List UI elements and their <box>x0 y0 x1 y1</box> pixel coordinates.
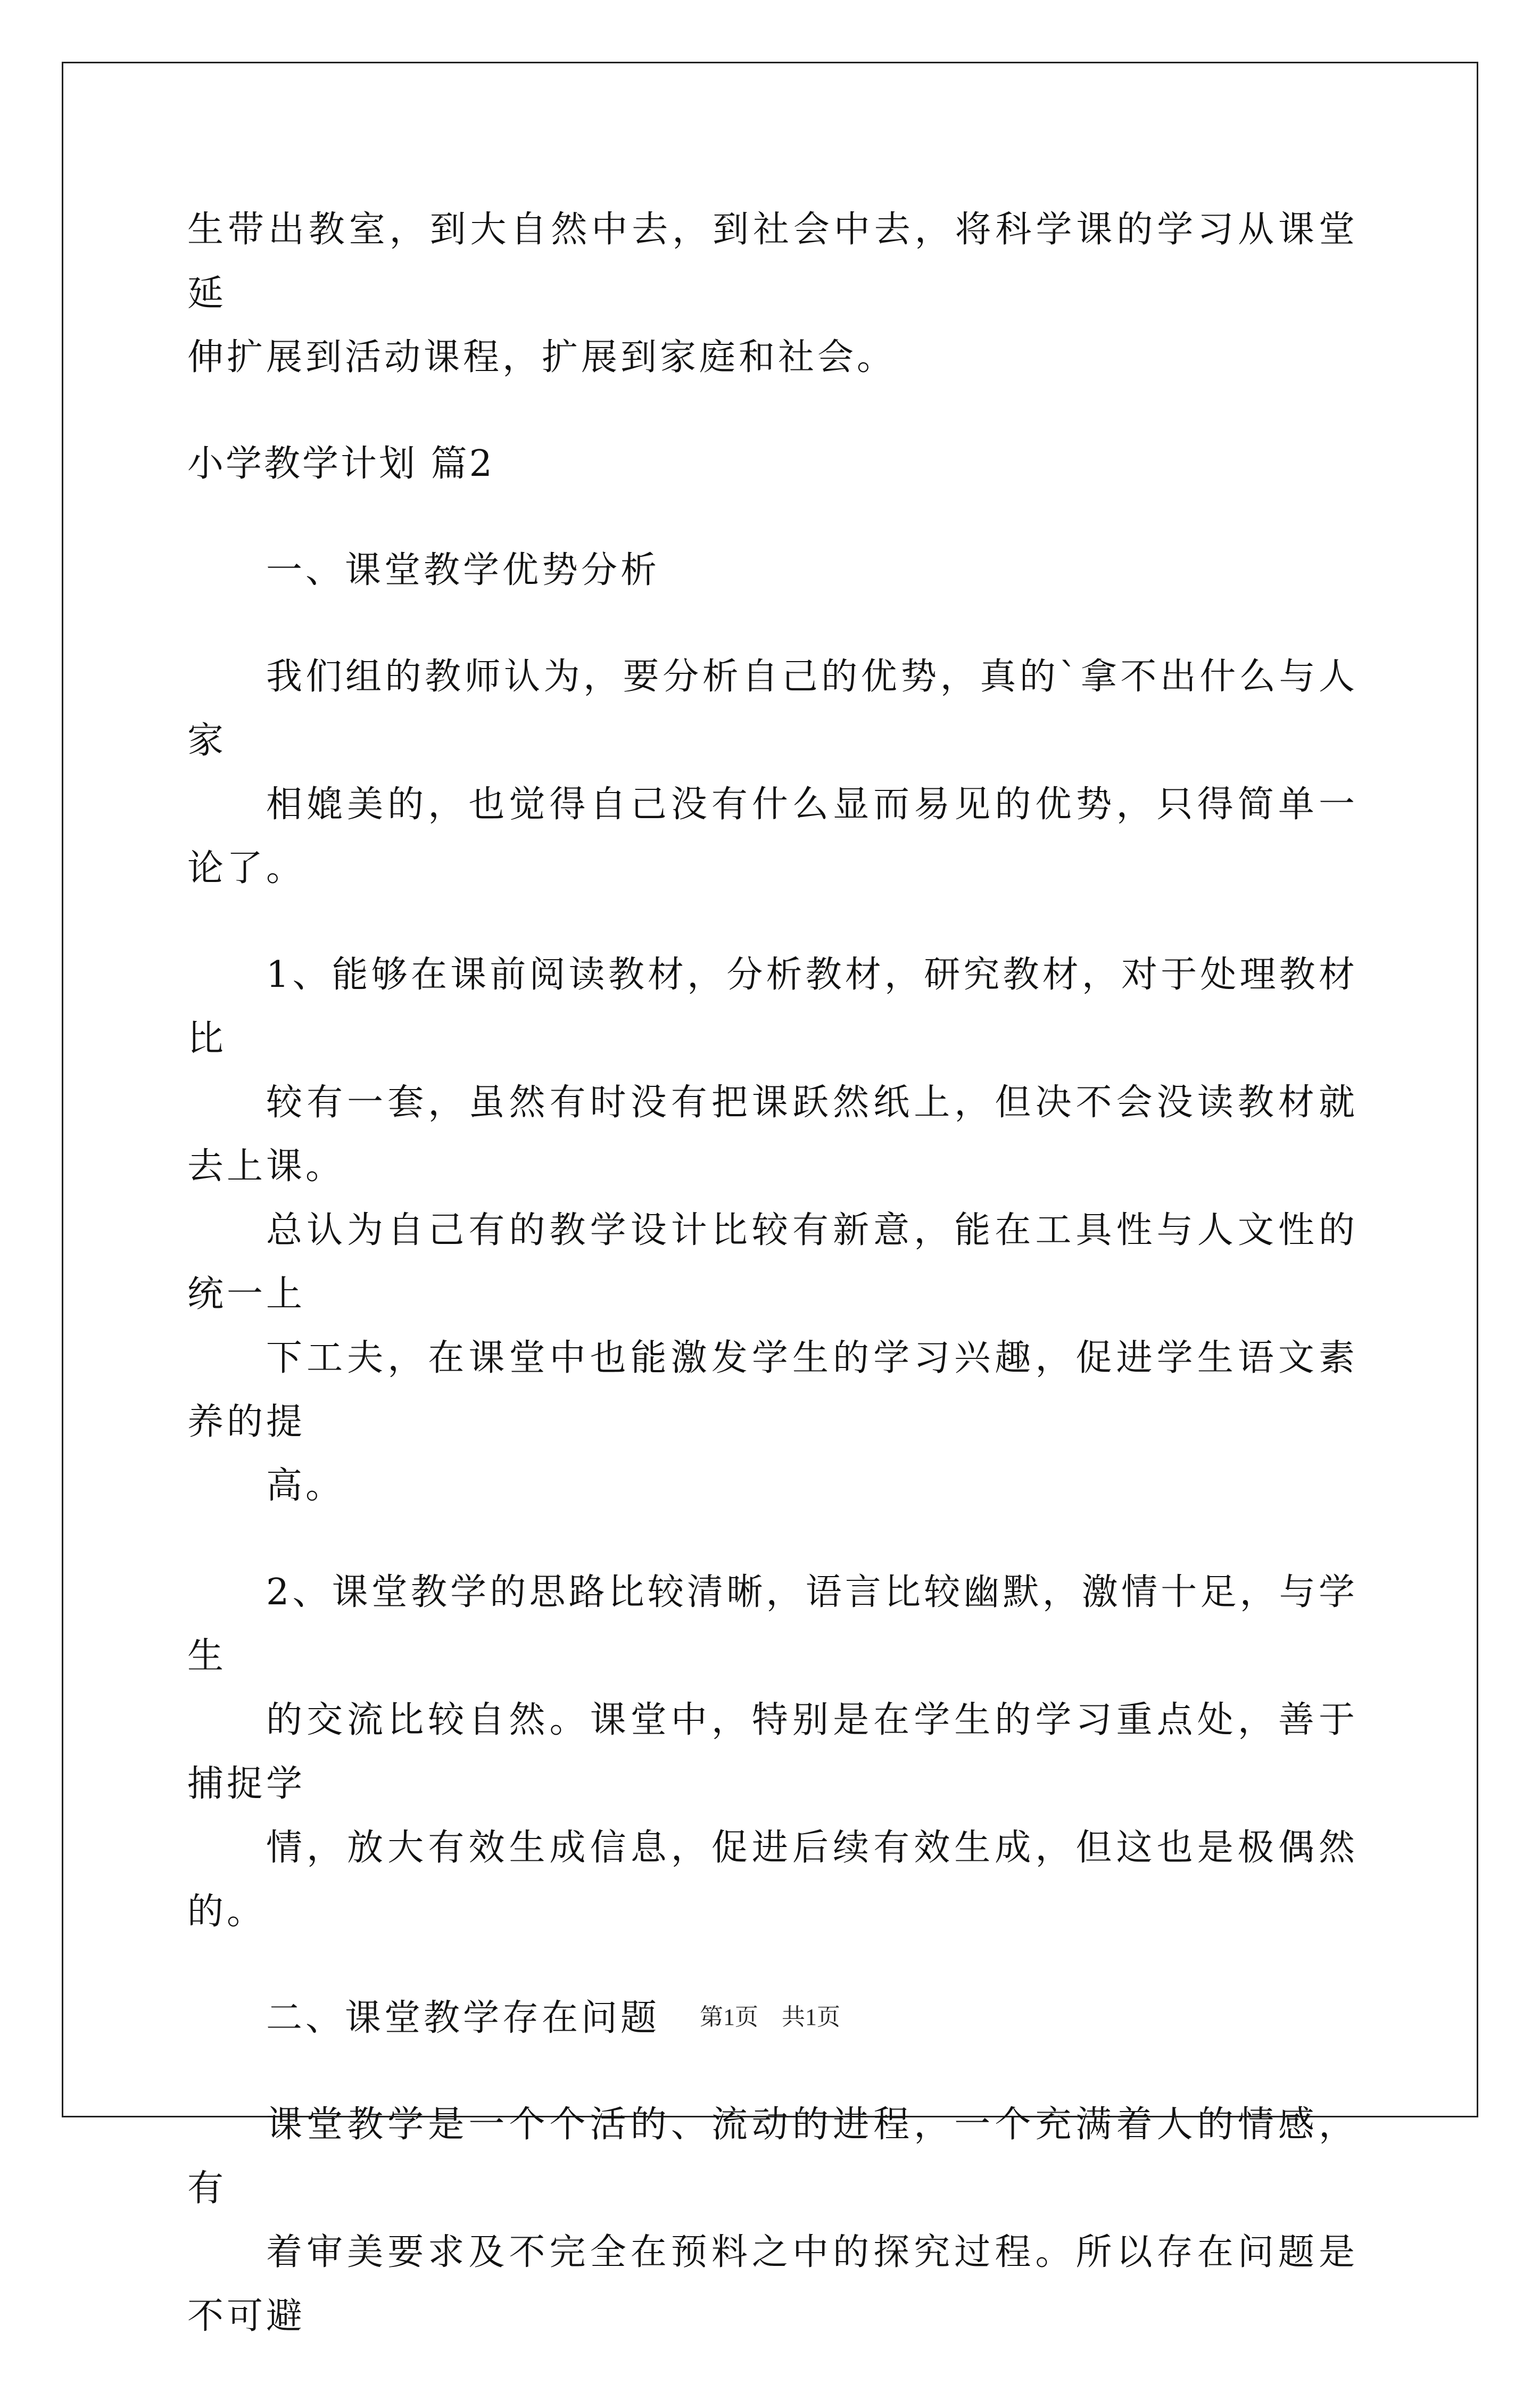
paragraph-point-1 <box>187 943 1358 1518</box>
text-line: 生带出教室，到大自然中去，到社会中去，将科学课的学习从课堂延 <box>187 209 1358 315</box>
text-line: 2、课堂教学的思路比较清晰，语言比较幽默，激情十足，与学生 <box>187 1571 1358 1677</box>
text-line: 我们组的教师认为，要分析自己的优势，真的`拿不出什么与人家 <box>187 656 1358 762</box>
section-title-text: 小学教学计划 篇2 <box>187 443 494 485</box>
text-line: 总认为自己有的教学设计比较有新意，能在工具性与人文性的统一上 <box>187 1209 1358 1315</box>
text-line: 伸扩展到活动课程，扩展到家庭和社会。 <box>187 336 897 378</box>
paragraph-point-2 <box>187 1561 1358 1944</box>
section-title <box>187 432 1358 496</box>
paragraph-continuation <box>187 198 1358 390</box>
page-number-footer: 第1页 共1页 <box>700 2004 840 2030</box>
heading-text: 一、课堂教学优势分析 <box>266 549 660 591</box>
text-line: 较有一套，虽然有时没有把课跃然纸上，但决不会没读教材就去上课。 <box>187 1082 1358 1188</box>
text-line: 的交流比较自然。课堂中，特别是在学生的学习重点处，善于捕捉学 <box>187 1699 1358 1805</box>
heading-advantages <box>187 539 1358 603</box>
heading-text: 二、课堂教学存在问题 <box>266 1997 660 2039</box>
text-line: 下工夫，在课堂中也能激发学生的学习兴趣，促进学生语文素养的提 <box>187 1337 1358 1443</box>
document-body <box>187 198 1358 2391</box>
paragraph-problems <box>187 2093 1358 2348</box>
text-line: 1、能够在课前阅读教材，分析教材，研究教材，对于处理教材比 <box>187 954 1358 1060</box>
text-line: 相媲美的，也觉得自己没有什么显而易见的优势，只得简单一论了。 <box>187 784 1358 889</box>
text-line: 高。 <box>266 1465 345 1507</box>
text-line: 课堂教学是一个个活的、流动的进程，一个充满着人的情感，有 <box>187 2104 1358 2209</box>
text-line: 情，放大有效生成信息，促进后续有效生成，但这也是极偶然的。 <box>187 1827 1358 1933</box>
paragraph-teachers-view <box>187 645 1358 901</box>
text-line: 着审美要求及不完全在预料之中的探究过程。所以存在问题是不可避 <box>187 2231 1358 2337</box>
